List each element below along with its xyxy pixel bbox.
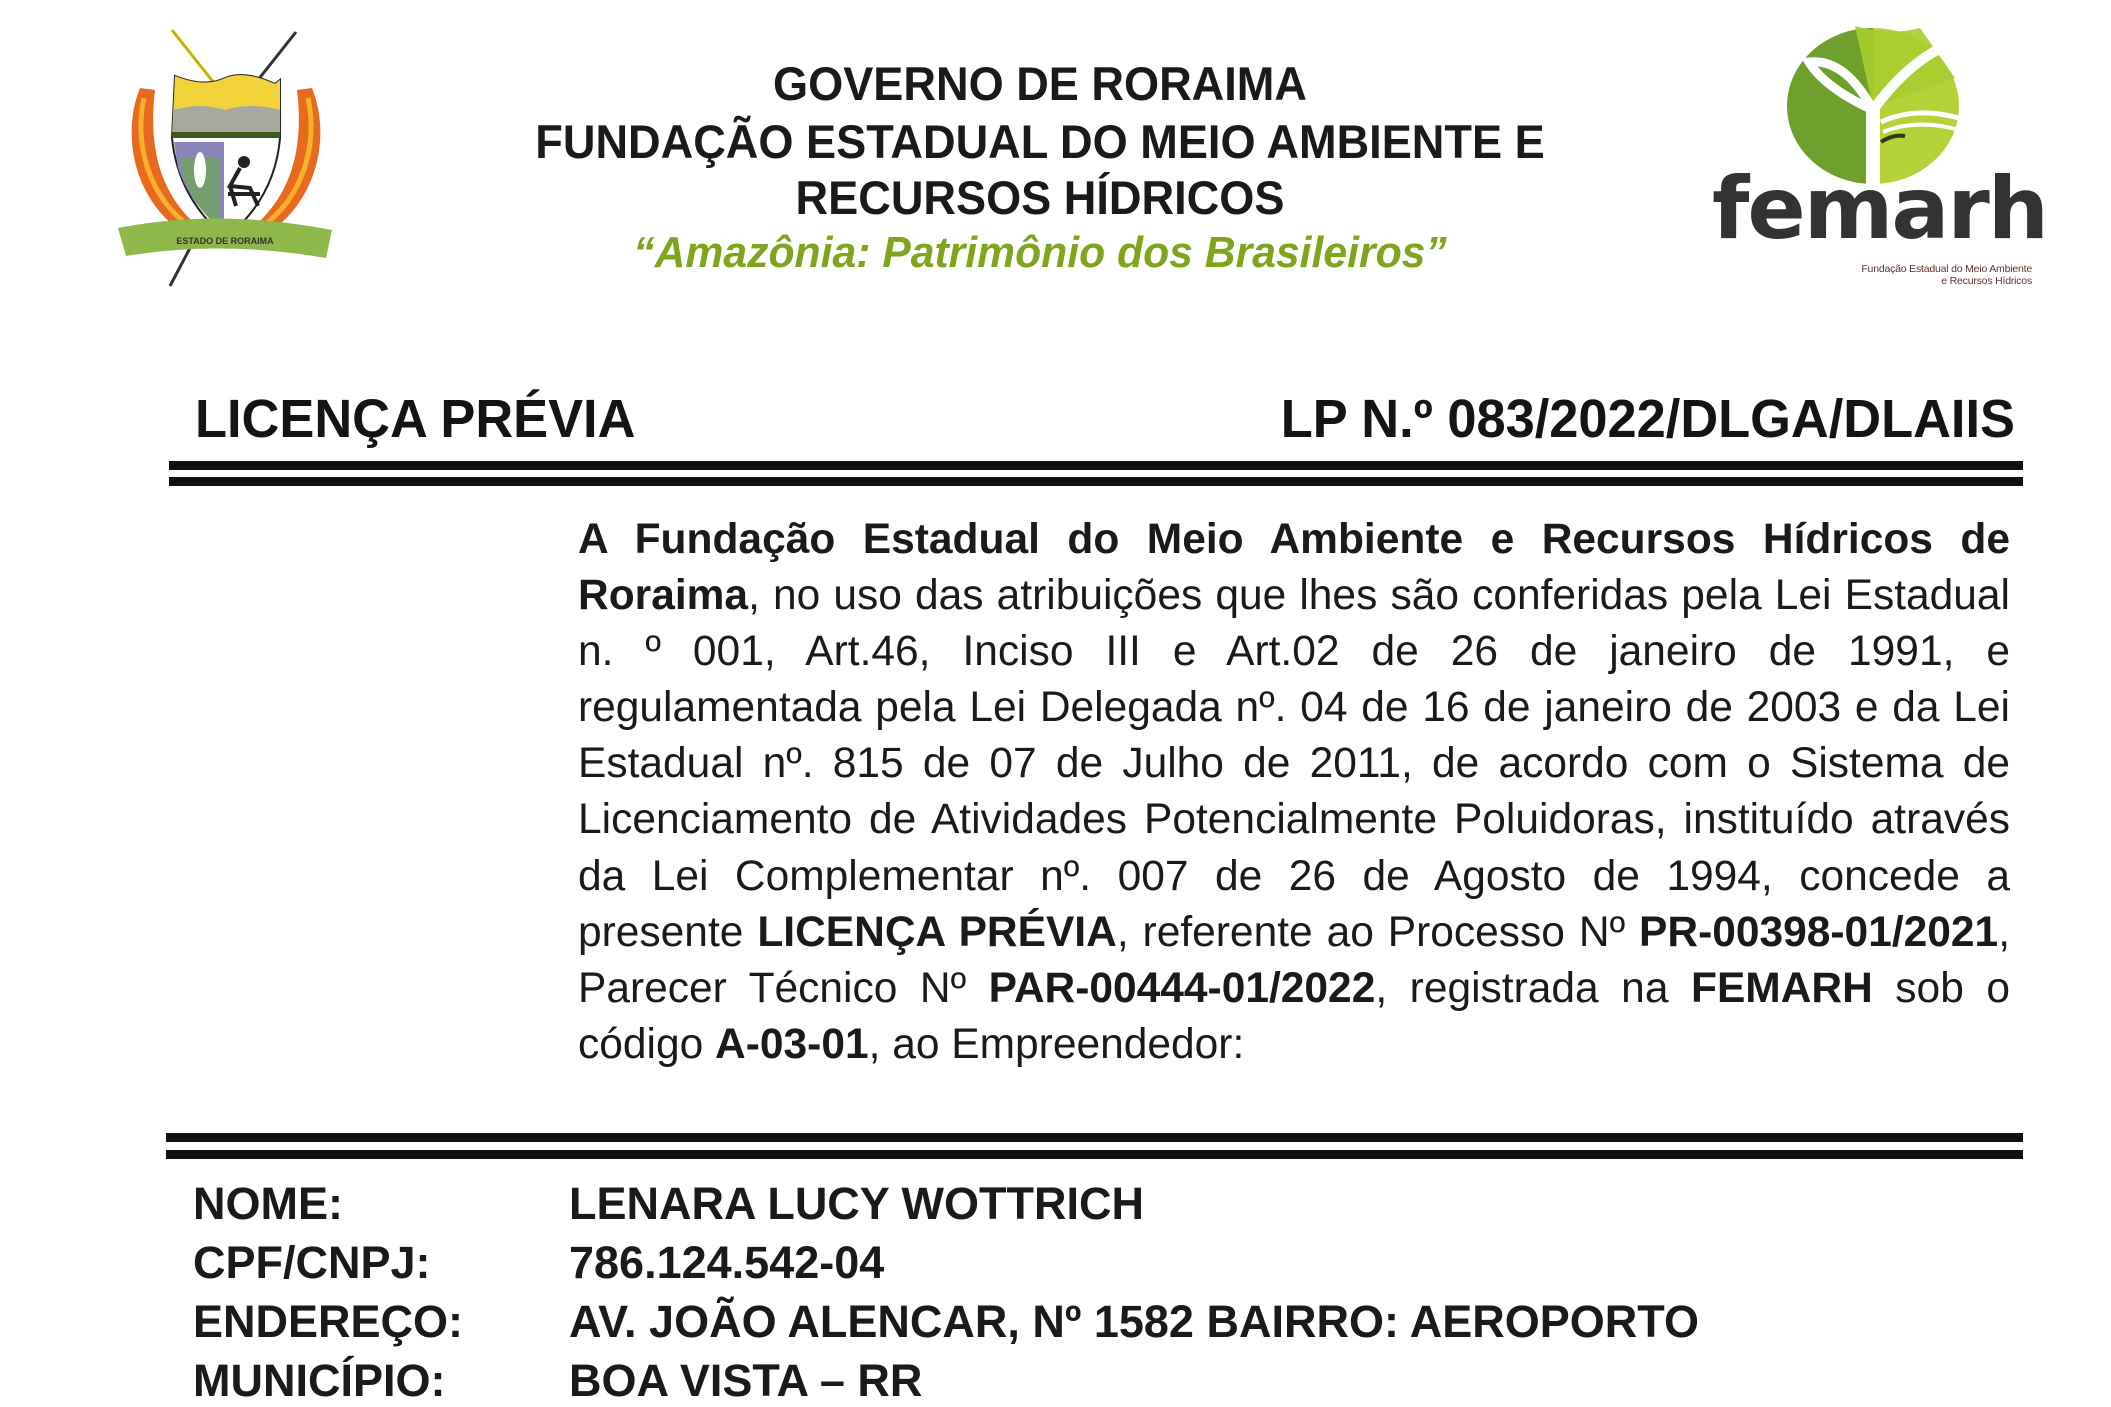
divider-bottom-2: [166, 1150, 2023, 1159]
detail-label: NOME:: [193, 1178, 343, 1229]
emblem-ribbon-text: ESTADO DE RORAIMA: [176, 236, 274, 246]
divider-top-1: [169, 461, 2023, 470]
agency-name-line-2: RECURSOS HÍDRICOS: [795, 171, 1285, 224]
divider-bottom-1: [166, 1133, 2023, 1142]
preamble-segment-bold: FEMARH: [1690, 964, 1873, 1012]
document-title: LICENÇA PRÉVIA: [195, 389, 636, 449]
preamble-segment-bold: A Fundação Estadual do Meio Ambiente e Recursos Hídricos de Roraima: [578, 516, 2010, 620]
government-name: GOVERNO DE RORAIMA: [773, 57, 1307, 110]
agency-name-line-1: FUNDAÇÃO ESTADUAL DO MEIO AMBIENTE E: [535, 115, 1545, 168]
tagline: “Amazônia: Patrimônio dos Brasileiros”: [633, 228, 1447, 277]
preamble-segment: sob o código: [578, 964, 2010, 1068]
preamble-segment: , no uso das atribuições que lhes são conferidas pela Lei Estadual n. º 001, Art.46, Inciso III e Art.02 de 26 de janeiro de 1991, e regulamentada pela Lei Delegada nº. 04 de 16 de janeiro de 2003 e da Lei Estadual nº. 815 de 07 de Julho de 2011, de acordo com o Sistema de Licenciamento de Atividades Potencialmente Poluidoras, instituído através da Lei Complementar nº. 007 de 26 de Agosto de 1994, concede a presente: [578, 572, 2010, 956]
process-number: PR-00398-01/2021: [1639, 908, 1999, 956]
femarh-subtitle-line-1: Fundação Estadual do Meio Ambiente: [1861, 263, 2032, 275]
technical-opinion-number: PAR-00444-01/2022: [988, 964, 1376, 1012]
preamble-segment: , Parecer Técnico Nº: [578, 908, 2010, 1012]
preamble-segment-bold: LICENÇA PRÉVIA: [757, 908, 1117, 956]
femarh-subtitle-line-2: e Recursos Hídricos: [1941, 275, 2032, 287]
detail-label: ENDEREÇO:: [193, 1296, 464, 1347]
detail-value: LENARA LUCY WOTTRICH: [569, 1178, 1144, 1229]
femarh-subtitle: [1712, 263, 2032, 287]
coat-of-arms-icon: [100, 18, 350, 288]
femarh-wordmark: femarh: [1712, 159, 2048, 259]
divider-top-2: [169, 477, 2023, 486]
detail-label: CPF/CNPJ:: [193, 1237, 431, 1288]
preamble-segment: , referente ao Processo Nº: [1116, 908, 1640, 956]
detail-label: MUNICÍPIO:: [193, 1355, 446, 1406]
detail-value: 786.124.542-04: [569, 1237, 885, 1288]
preamble-segment: , ao Empreendedor:: [868, 1020, 1245, 1068]
preamble-paragraph: [578, 512, 2010, 1073]
detail-value: AV. JOÃO ALENCAR, Nº 1582 BAIRRO: AEROPORTO: [569, 1296, 1699, 1347]
document-number: LP N.º 083/2022/DLGA/DLAIIS: [1280, 389, 2015, 449]
detail-value: BOA VISTA – RR: [569, 1355, 923, 1406]
preamble-segment: , registrada na: [1375, 964, 1691, 1012]
registration-code: A-03-01: [715, 1020, 869, 1068]
